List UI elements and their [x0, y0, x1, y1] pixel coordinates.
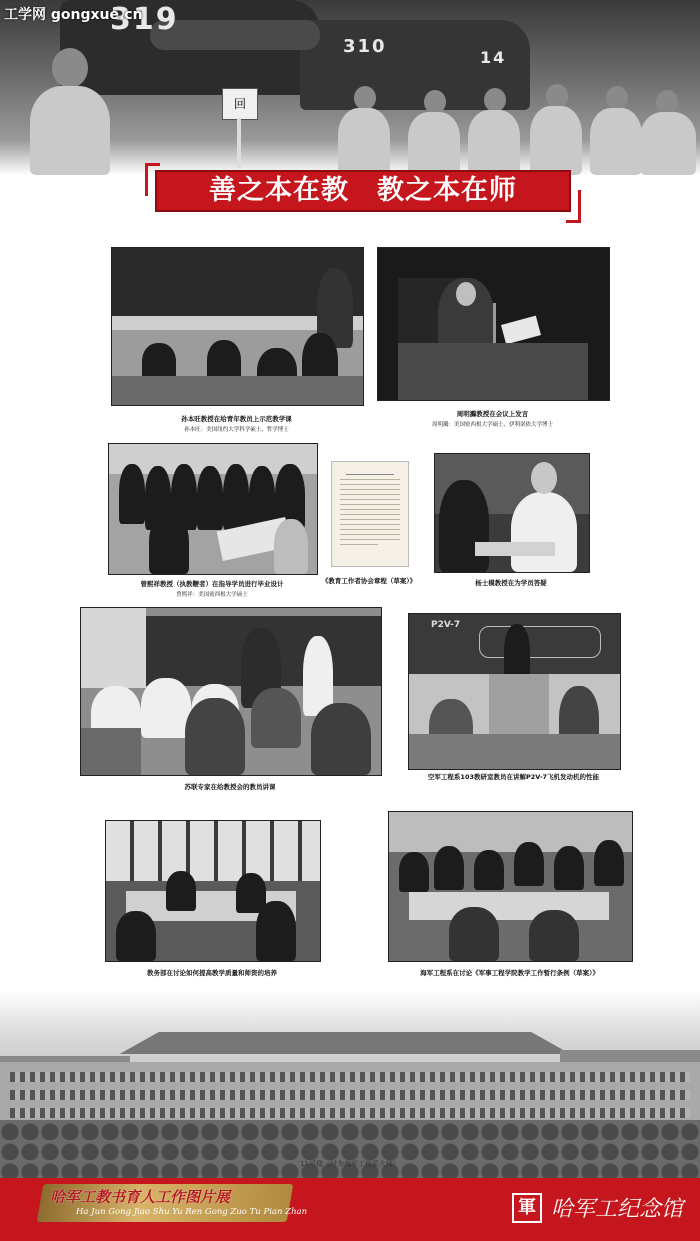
- exhibition-title: 哈军工教书育人工作图片展: [50, 1188, 231, 1206]
- sign-post: [237, 118, 241, 168]
- window-row: [10, 1072, 690, 1082]
- participant-figure: [116, 911, 156, 961]
- soldier-head: [484, 88, 506, 112]
- podium: [398, 343, 588, 400]
- engine-model: [489, 674, 549, 734]
- notebook: [475, 542, 555, 556]
- photo-subcaption: 周明鸂：美国密西根大学硕士、伊利诺依大学博士: [431, 422, 553, 428]
- participant-figure: [529, 910, 579, 961]
- participant-figure: [594, 840, 624, 886]
- paper-sheet: [501, 316, 541, 345]
- participant-figure: [554, 846, 584, 890]
- microphone: [493, 303, 496, 343]
- photo-p2v7-engine: [408, 613, 621, 770]
- photo-speaker: [377, 247, 610, 401]
- speaker-face: [456, 282, 476, 306]
- building-photo: [0, 990, 700, 1180]
- participant-figure: [434, 846, 464, 890]
- soldier-head: [546, 84, 568, 108]
- soldier-body: [408, 112, 460, 175]
- photo-caption: 海军工程系在讨论《军事工程学院教学工作暂行条例（草案）》: [420, 969, 599, 977]
- header-photo: [0, 0, 700, 175]
- student-figure: [141, 678, 191, 738]
- professor-face: [531, 462, 557, 494]
- tank-number-3: 14: [480, 48, 507, 67]
- photo-caption: 空军工程系103教研室教员在讲解P2V-7飞机发动机的性能: [427, 773, 600, 781]
- tank-number-1: 319: [110, 2, 179, 37]
- chair: [81, 728, 141, 775]
- participant-figure: [399, 852, 429, 892]
- soldier-body: [640, 112, 696, 175]
- participant-figure: [474, 850, 504, 890]
- building-caption: 11号楼（时为海军工程系大楼）: [300, 1160, 400, 1168]
- photo-caption: 苏联专家在给教授会的教员讲课: [184, 783, 276, 791]
- soldier-body: [590, 108, 642, 175]
- engine-diagram: [479, 626, 601, 658]
- sign-board: 回: [222, 88, 258, 120]
- document-charter-draft: [331, 461, 409, 567]
- student-figure: [149, 514, 189, 574]
- officer-head: [52, 48, 88, 88]
- photo-graduation-design: [108, 443, 318, 575]
- officer-body: [30, 86, 110, 175]
- meeting-table: [409, 892, 609, 920]
- soldier-head: [354, 86, 376, 110]
- building-roof: [100, 1032, 590, 1054]
- participant-figure: [166, 871, 196, 911]
- student-figure: [311, 703, 371, 775]
- page-title: 善之本在教 教之本在师: [155, 170, 571, 212]
- photo-caption: 孙本旺教授在给青年教员上示范教学课: [181, 415, 292, 423]
- photo-subcaption: 孙本旺：美国纽约大学科学硕士、哲学博士: [184, 427, 289, 433]
- participant-figure: [514, 842, 544, 886]
- soldier-body: [530, 106, 582, 175]
- window-row: [10, 1108, 690, 1118]
- photo-caption: 周明鸂教授在会议上发言: [456, 410, 529, 418]
- soldier-body: [468, 110, 520, 175]
- window-row: [10, 1090, 690, 1100]
- board-text: P2V-7: [431, 620, 461, 630]
- soldier-head: [424, 90, 446, 114]
- photo-lecture-demo: [111, 247, 364, 406]
- teacher-figure: [274, 519, 308, 574]
- photo-answering-questions: [434, 453, 590, 573]
- participant-figure: [449, 907, 499, 961]
- tree-line: [0, 1120, 700, 1180]
- photo-caption: 教务部在讨论如何提高教学质量和师资的培养: [147, 969, 277, 977]
- soldier-head: [606, 86, 628, 110]
- photo-academic-discussion: [105, 820, 321, 962]
- student-figure: [185, 698, 245, 775]
- soldier-head: [656, 90, 678, 114]
- photo-navy-discussion: [388, 811, 633, 962]
- soldier-body: [338, 108, 390, 175]
- participant-figure: [256, 901, 296, 961]
- student-figure: [251, 688, 301, 748]
- exhibition-pinyin: Ha Jun Gong Jiao Shu Yu Ren Gong Zuo Tu Pian Zhan: [76, 1207, 308, 1217]
- student-figure: [223, 464, 249, 530]
- window-row: [106, 821, 320, 881]
- museum-name: 哈军工纪念馆: [551, 1197, 684, 1222]
- professor-figure: [511, 492, 577, 572]
- photo-soviet-expert: [80, 607, 382, 776]
- photo-caption: 杨士模教授在为学员答疑: [475, 579, 547, 587]
- photo-caption: 《教育工作者协会章程（草案）》: [321, 577, 417, 585]
- student-figure: [439, 480, 489, 572]
- museum-logo-icon: 軍: [512, 1193, 542, 1223]
- site-watermark: 工学网 gongxue.cn: [4, 7, 143, 23]
- student-figure: [119, 464, 145, 524]
- photo-subcaption: 曾熙祥：美国密西根大学硕士: [176, 592, 248, 598]
- tank-number-2: 310: [343, 36, 387, 57]
- photo-caption: 曾熙祥教授（执教鞭者）在指导学员进行毕业设计: [140, 580, 284, 588]
- student-figure: [197, 466, 223, 530]
